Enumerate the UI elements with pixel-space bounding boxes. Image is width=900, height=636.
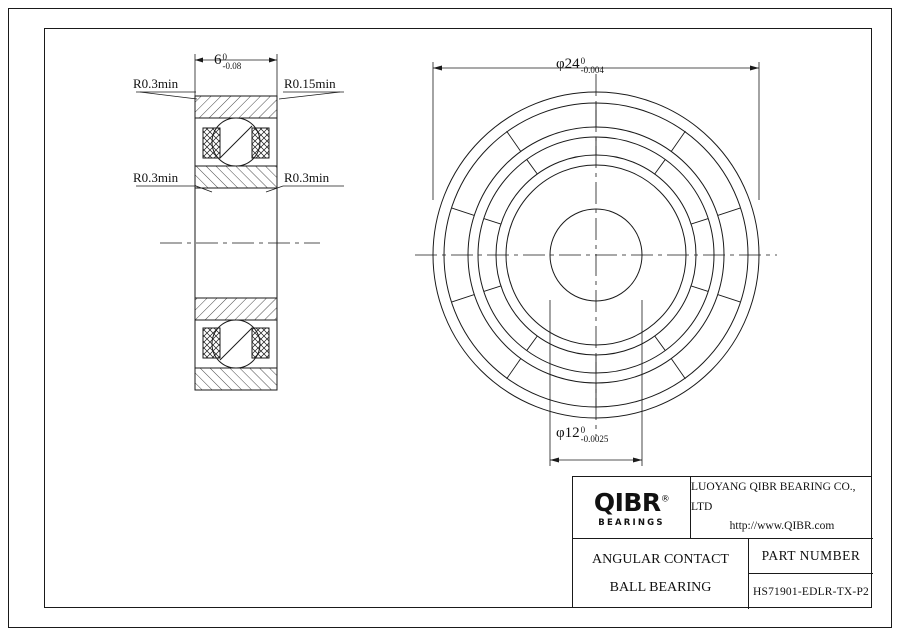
qibr-logo — [573, 477, 691, 539]
dim-bore-upper: 0 — [580, 425, 586, 435]
dim-od-value: 24 — [564, 56, 580, 73]
dim-width-upper: 0 — [222, 52, 227, 62]
dim-text-bore-diameter — [556, 425, 608, 443]
product-name — [573, 539, 749, 609]
logo-wordmark — [593, 487, 670, 517]
registered-trademark-icon: ® — [660, 494, 670, 505]
part-number-header: PART NUMBER — [749, 539, 873, 574]
title-block-bottom-row — [573, 539, 873, 609]
dim-od-upper: 0 — [580, 56, 586, 66]
part-number-block — [749, 539, 873, 609]
product-name-line2: BALL BEARING — [609, 580, 712, 595]
dim-width-value: 6 — [214, 52, 222, 69]
company-website: http://www.QIBR.com — [729, 520, 835, 533]
front-view — [415, 74, 777, 436]
dim-width-lower: -0.08 — [222, 61, 242, 71]
dim-od-symbol: φ — [556, 56, 565, 73]
dim-bore-lower: -0.0025 — [580, 434, 609, 444]
company-info — [691, 477, 873, 539]
dim-text-width — [214, 52, 241, 70]
company-name: LUOYANG QIBR BEARING CO., LTD — [691, 481, 856, 513]
centerlines — [415, 74, 777, 436]
title-block — [572, 476, 872, 608]
dim-text-outer-diameter — [556, 56, 604, 74]
logo-text: QIBR — [593, 487, 661, 517]
logo-subtitle: BEARINGS — [598, 517, 665, 528]
product-name-line1: ANGULAR CONTACT — [592, 552, 729, 567]
label-fillet-top-right: R0.15min — [284, 76, 336, 91]
dim-bore-value: 12 — [564, 425, 580, 442]
label-fillet-bottom-right: R0.3min — [284, 170, 330, 185]
part-number-value: HS71901-EDLR-TX-P2 — [752, 585, 870, 598]
title-block-top-row — [573, 477, 873, 539]
label-fillet-bottom-left: R0.3min — [133, 170, 179, 185]
dim-bore-symbol: φ — [556, 425, 565, 442]
dim-od-lower: -0.004 — [580, 65, 604, 75]
label-fillet-top-left: R0.3min — [133, 76, 179, 91]
